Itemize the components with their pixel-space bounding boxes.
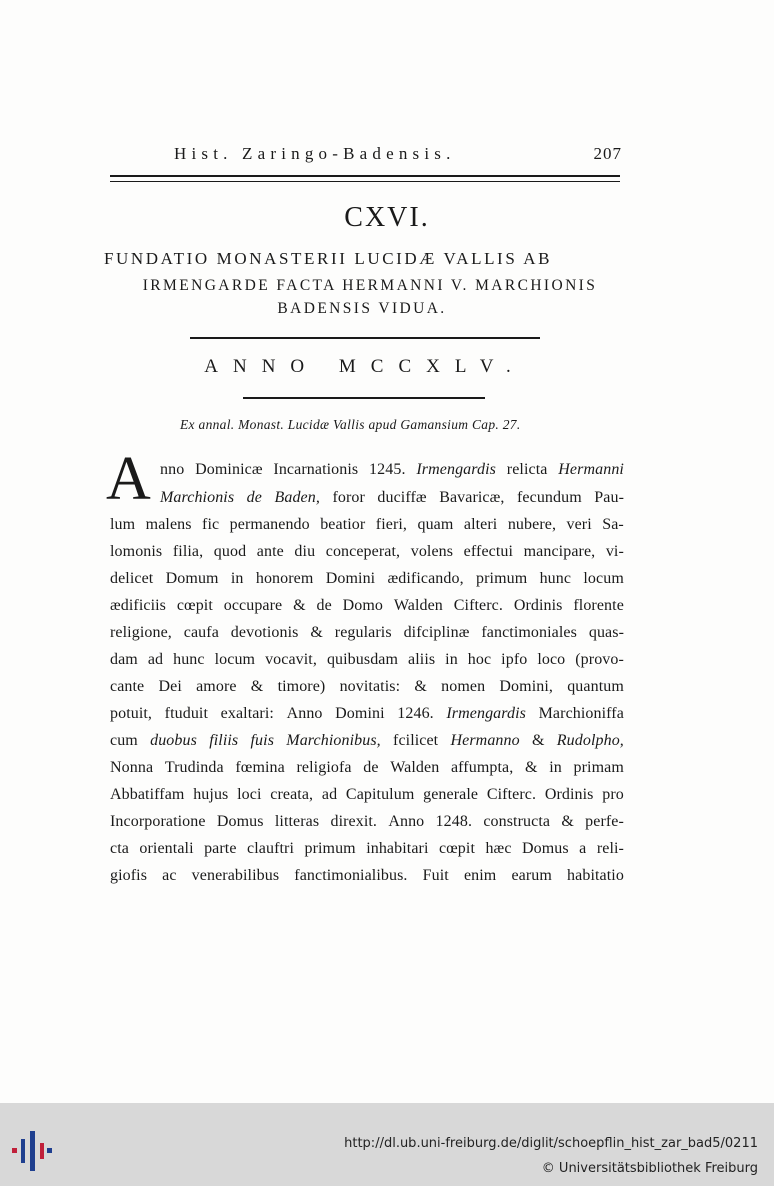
body-word: lum	[110, 516, 136, 533]
footer-copyright: © Universitätsbibliothek Freiburg	[541, 1161, 758, 1176]
body-word: Fuit	[422, 867, 449, 884]
body-word: Hermanno	[450, 732, 520, 749]
body-word: &	[310, 624, 323, 641]
body-word: 1245.	[369, 461, 406, 478]
body-word: Walden	[390, 759, 440, 776]
body-word: potuit,	[110, 705, 153, 722]
body-word: duciffæ	[377, 489, 427, 506]
running-title: Hist. Zaringo-Badensis.	[174, 144, 456, 163]
body-word: delicet	[110, 570, 154, 587]
body-word: honorem	[255, 570, 314, 587]
body-word: Marchioniffa	[538, 705, 624, 722]
body-word: Capitulum	[345, 786, 415, 803]
body-word: Pau-	[594, 489, 624, 506]
body-word: diu	[294, 543, 316, 560]
body-line	[160, 489, 624, 507]
body-word: Domo	[342, 597, 384, 614]
body-word: de	[316, 597, 332, 614]
document-number: CXVI.	[344, 202, 430, 233]
body-word: malens	[145, 516, 192, 533]
body-word: Cifterc.	[486, 786, 537, 803]
body-word: hunc	[173, 651, 205, 668]
body-word: cœpit	[176, 597, 213, 614]
body-word: relicta	[506, 461, 548, 478]
body-word: cum	[110, 732, 138, 749]
body-word: exaltari:	[220, 705, 274, 722]
body-word: a	[579, 840, 587, 857]
body-word: quod	[213, 543, 247, 560]
body-word: &	[561, 813, 574, 830]
body-line	[110, 651, 624, 669]
body-word: conceperat,	[325, 543, 401, 560]
body-word: reli-	[596, 840, 624, 857]
body-word: ædificiis	[110, 597, 167, 614]
body-word: hujus	[193, 786, 229, 803]
body-word: ac	[162, 867, 177, 884]
body-line	[110, 867, 624, 885]
body-word: litteras	[274, 813, 320, 830]
body-word: de	[363, 759, 379, 776]
library-logo-icon	[12, 1131, 52, 1171]
body-word: creata,	[270, 786, 314, 803]
body-word: ante	[256, 543, 284, 560]
body-word: fieri,	[375, 516, 408, 533]
body-word: Domus	[216, 813, 264, 830]
body-word: enim	[463, 867, 497, 884]
body-word: constructa	[483, 813, 551, 830]
body-word: aliis	[408, 651, 436, 668]
body-word: 1246.	[397, 705, 434, 722]
body-line	[110, 840, 624, 858]
body-word: Anno	[286, 705, 323, 722]
body-word: fœmina	[235, 759, 285, 776]
body-word: (provo-	[575, 651, 624, 668]
body-word: effectui	[463, 543, 514, 560]
body-word: inhabitari	[366, 840, 429, 857]
body-word: perfe-	[585, 813, 624, 830]
body-word: ad	[147, 651, 164, 668]
body-word: fuis	[250, 732, 275, 749]
body-word: clauftri	[247, 840, 295, 857]
body-word: fcilicet	[393, 732, 439, 749]
body-word: loci	[237, 786, 262, 803]
header-rule-top	[110, 175, 620, 177]
body-word: Walden	[393, 597, 443, 614]
body-word: nubere,	[507, 516, 557, 533]
body-word: Dominicæ	[195, 461, 263, 478]
body-word: in	[230, 570, 244, 587]
footer-url[interactable]: http://dl.ub.uni-freiburg.de/diglit/schoepflin_hist_zar_bad5/0211	[344, 1136, 758, 1151]
body-word: cœpit	[438, 840, 475, 857]
source-citation: Ex annal. Monast. Lucidæ Vallis apud Gamansium Cap. 27.	[180, 417, 521, 432]
body-word: primum	[304, 840, 356, 857]
body-word: lomonis	[110, 543, 163, 560]
body-line	[110, 516, 624, 534]
body-word: Domini	[335, 705, 385, 722]
body-word: earum	[511, 867, 552, 884]
title-line-3: BADENSIS VIDUA.	[277, 300, 447, 317]
body-word: quantum	[567, 678, 624, 695]
body-word: orientali	[139, 840, 194, 857]
body-word: timore)	[277, 678, 326, 695]
body-word: vocavit,	[265, 651, 317, 668]
body-word: Incorporatione	[110, 813, 206, 830]
year-rule	[243, 397, 485, 399]
body-word: Anno	[388, 813, 425, 830]
body-word: devotionis	[230, 624, 299, 641]
body-word: Marchionis	[160, 489, 235, 506]
body-line	[110, 732, 624, 750]
body-word: Domini	[325, 570, 376, 587]
body-line	[110, 678, 624, 696]
body-word: in	[549, 759, 562, 776]
body-word: beatior	[320, 516, 366, 533]
body-word: venerabilibus	[191, 867, 280, 884]
body-word: nno	[160, 461, 185, 478]
body-word: generale	[423, 786, 479, 803]
title-rule	[190, 337, 540, 339]
document-year: ANNO MCCXLV.	[204, 356, 526, 377]
body-word: &	[293, 597, 306, 614]
body-word: florente	[573, 597, 624, 614]
body-word: Domum	[165, 570, 219, 587]
drop-cap: A	[106, 445, 151, 513]
body-word: dam	[110, 651, 138, 668]
body-word: Nonna	[110, 759, 154, 776]
body-line	[110, 759, 624, 777]
body-word: primam	[573, 759, 624, 776]
body-line	[110, 813, 624, 831]
body-word: Bavaricæ,	[439, 489, 505, 506]
body-word: primum	[476, 570, 528, 587]
body-line	[110, 597, 624, 615]
body-word: Baden,	[274, 489, 320, 506]
body-word: vi-	[605, 543, 624, 560]
body-word: occupare	[223, 597, 283, 614]
body-line	[110, 786, 624, 804]
body-word: ftuduit	[164, 705, 209, 722]
body-word: novitatis:	[339, 678, 401, 695]
body-word: Abbatiffam	[110, 786, 185, 803]
body-word: filiis	[209, 732, 239, 749]
body-word: fic	[202, 516, 220, 533]
body-word: Trudinda	[164, 759, 224, 776]
body-word: Hermanni	[558, 461, 624, 478]
body-word: pro	[602, 786, 624, 803]
body-word: Marchionibus,	[286, 732, 381, 749]
header-rule-bottom	[110, 181, 620, 182]
body-word: habitatio	[567, 867, 624, 884]
body-word: parte	[204, 840, 237, 857]
body-word: religiofa	[296, 759, 352, 776]
body-line	[110, 624, 624, 642]
body-line	[110, 543, 624, 561]
title-line-1: FUNDATIO MONASTERII LUCIDÆ VALLIS AB	[104, 249, 553, 268]
body-word: regularis	[334, 624, 392, 641]
body-word: Sa-	[602, 516, 624, 533]
body-word: filia,	[172, 543, 204, 560]
body-word: locum	[214, 651, 256, 668]
body-word: Domus	[521, 840, 569, 857]
body-word: &	[414, 678, 427, 695]
body-word: &	[525, 759, 538, 776]
body-word: Rudolpho,	[556, 732, 624, 749]
body-word: affumpta,	[450, 759, 514, 776]
body-word: &	[531, 732, 545, 749]
body-word: Ordinis	[544, 786, 594, 803]
body-word: difciplinæ	[403, 624, 470, 641]
body-word: Cifterc.	[453, 597, 503, 614]
body-line	[110, 705, 624, 723]
body-word: locum	[583, 570, 624, 587]
body-word: ad	[321, 786, 338, 803]
body-word: quibusdam	[326, 651, 399, 668]
body-word: nomen	[441, 678, 486, 695]
page-number: 207	[593, 144, 622, 163]
body-word: fecundum	[517, 489, 582, 506]
body-word: foror	[332, 489, 365, 506]
body-word: caufa	[183, 624, 219, 641]
body-word: ipfo	[501, 651, 528, 668]
body-word: Irmengardis	[416, 461, 496, 478]
body-word: &	[250, 678, 264, 695]
body-word: Irmengardis	[446, 705, 526, 722]
body-word: direxit.	[330, 813, 378, 830]
body-word: giofis	[110, 867, 148, 884]
body-word: mancipare,	[523, 543, 596, 560]
body-word: alteri	[463, 516, 498, 533]
body-word: de	[246, 489, 262, 506]
body-word: veri	[566, 516, 592, 533]
body-word: cta	[110, 840, 129, 857]
body-line	[160, 461, 624, 479]
body-word: cante	[110, 678, 145, 695]
body-word: 1248.	[435, 813, 473, 830]
title-line-2: IRMENGARDE FACTA HERMANNI V. MARCHIONIS	[142, 277, 598, 294]
footer-bar	[0, 1103, 774, 1186]
body-word: volens	[410, 543, 454, 560]
body-word: Dei	[158, 678, 182, 695]
body-word: fanctimonialibus.	[294, 867, 408, 884]
body-word: hoc	[467, 651, 492, 668]
running-header	[174, 144, 624, 168]
body-word: hunc	[539, 570, 572, 587]
body-word: Ordinis	[513, 597, 563, 614]
body-word: religione,	[110, 624, 172, 641]
body-word: in	[445, 651, 458, 668]
body-word: quam	[417, 516, 454, 533]
body-word: quas-	[588, 624, 624, 641]
body-word: amore	[196, 678, 237, 695]
body-word: duobus	[150, 732, 197, 749]
body-word: loco	[537, 651, 566, 668]
body-word: permanendo	[229, 516, 310, 533]
body-word: Incarnationis	[273, 461, 359, 478]
body-line	[110, 570, 624, 588]
body-word: Domini,	[499, 678, 553, 695]
body-word: hæc	[485, 840, 512, 857]
body-word: ædificando,	[387, 570, 464, 587]
body-word: fanctimoniales	[481, 624, 577, 641]
